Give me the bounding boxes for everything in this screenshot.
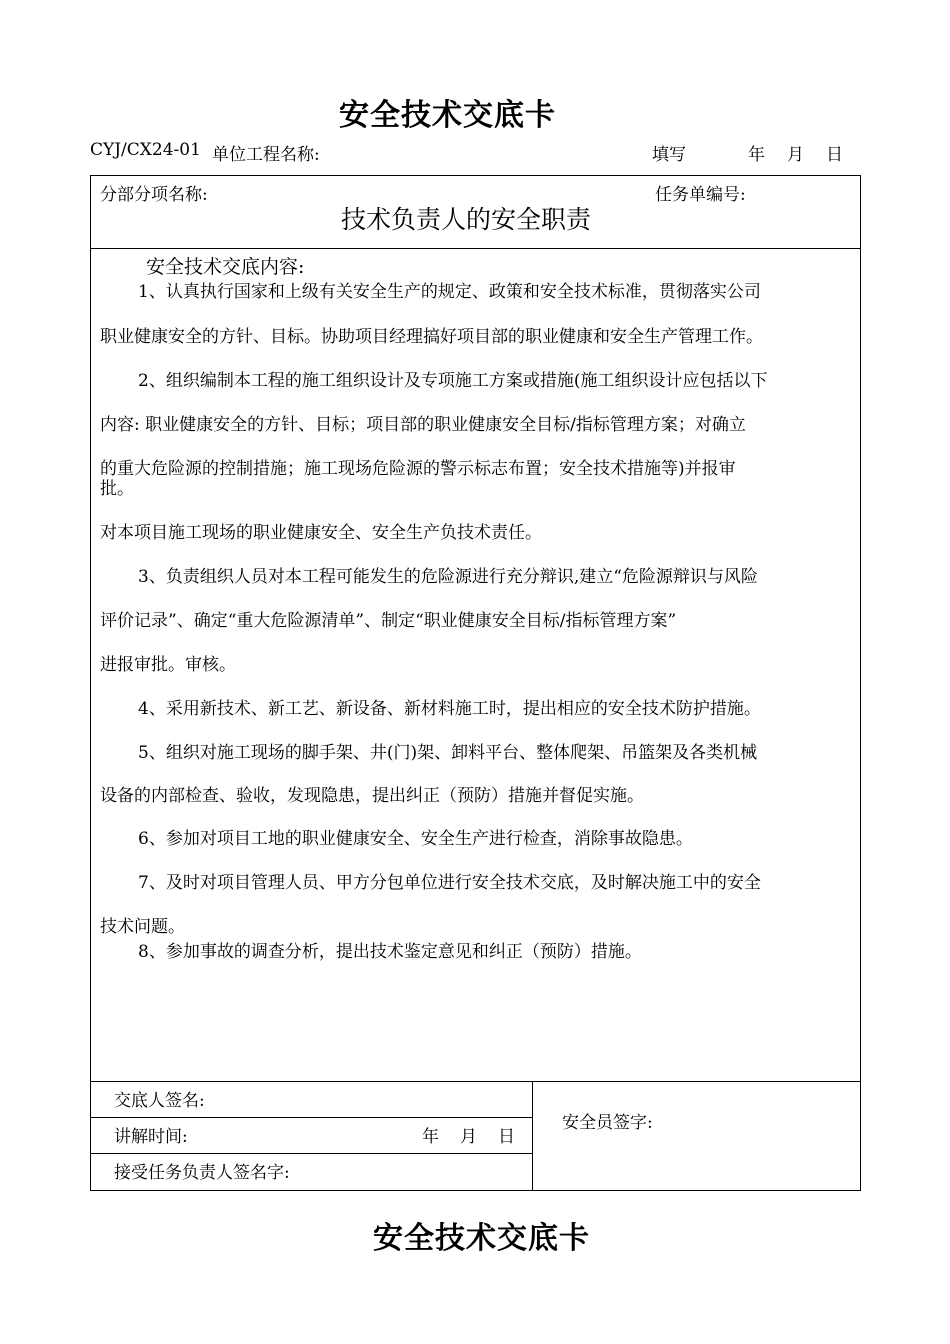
content-line: 7、及时对项目管理人员、甲方分包单位进行安全技术交底，及时解决施工中的安全 <box>138 873 761 893</box>
explain-year: 年 <box>422 1127 439 1147</box>
division-label: 分部分项名称: <box>100 185 208 205</box>
next-page-title: 安全技术交底卡 <box>373 1221 590 1256</box>
content-label: 安全技术交底内容: <box>146 256 305 278</box>
project-name-label: 单位工程名称: <box>212 145 320 165</box>
fill-day: 日 <box>826 145 843 165</box>
content-line: 2、组织编制本工程的施工组织设计及专项施工方案或措施(施工组织设计应包括以下 <box>138 371 768 391</box>
subject-title: 技术负责人的安全职责 <box>341 205 592 234</box>
signature-divider <box>90 1081 861 1082</box>
form-code: CYJ/CX24-01 <box>90 140 201 160</box>
explain-time-label: 讲解时间: <box>114 1127 188 1147</box>
fill-label: 填写 <box>652 145 686 165</box>
explain-day: 日 <box>498 1127 515 1147</box>
content-line: 进报审批。审核。 <box>100 655 236 675</box>
content-line: 4、采用新技术、新工艺、新设备、新材料施工时，提出相应的安全技术防护措施。 <box>138 699 761 719</box>
content-line: 6、参加对项目工地的职业健康安全、安全生产进行检查，消除事故隐患。 <box>138 829 693 849</box>
signature-row-divider-1 <box>90 1117 532 1118</box>
content-line: 1、认真执行国家和上级有关安全生产的规定、政策和安全技术标准，贯彻落实公司 <box>138 282 761 302</box>
fill-month: 月 <box>787 145 804 165</box>
content-line: 批。 <box>100 479 134 499</box>
explain-month: 月 <box>460 1127 477 1147</box>
signature-column-divider <box>532 1081 533 1191</box>
discloser-signature-label: 交底人签名: <box>114 1091 205 1111</box>
content-line: 3、负责组织人员对本工程可能发生的危险源进行充分辩识,建立“危险源辩识与风险 <box>138 567 758 587</box>
fill-year: 年 <box>748 145 765 165</box>
content-line: 对本项目施工现场的职业健康安全、安全生产负技术责任。 <box>100 523 542 543</box>
safety-officer-signature-label: 安全员签字: <box>562 1113 653 1133</box>
receiver-signature-label: 接受任务负责人签名字: <box>114 1163 290 1183</box>
content-line: 的重大危险源的控制措施；施工现场危险源的警示标志布置；安全技术措施等)并报审 <box>100 459 736 479</box>
content-line: 8、参加事故的调查分析，提出技术鉴定意见和纠正（预防）措施。 <box>138 942 642 962</box>
content-line: 内容: 职业健康安全的方针、目标；项目部的职业健康安全目标/指标管理方案；对确立 <box>100 415 746 435</box>
task-number-label: 任务单编号: <box>655 185 746 205</box>
subject-divider <box>90 248 861 249</box>
content-line: 技术问题。 <box>100 917 185 937</box>
page-title: 安全技术交底卡 <box>339 98 556 133</box>
content-line: 职业健康安全的方针、目标。协助项目经理搞好项目部的职业健康和安全生产管理工作。 <box>100 327 763 347</box>
signature-row-divider-2 <box>90 1153 532 1154</box>
content-line: 设备的内部检查、验收，发现隐患，提出纠正（预防）措施并督促实施。 <box>100 786 644 806</box>
content-line: 5、组织对施工现场的脚手架、井(门)架、卸料平台、整体爬架、吊篮架及各类机械 <box>138 743 758 763</box>
content-line: 评价记录”、确定“重大危险源清单”、制定“职业健康安全目标/指标管理方案” <box>100 611 677 631</box>
